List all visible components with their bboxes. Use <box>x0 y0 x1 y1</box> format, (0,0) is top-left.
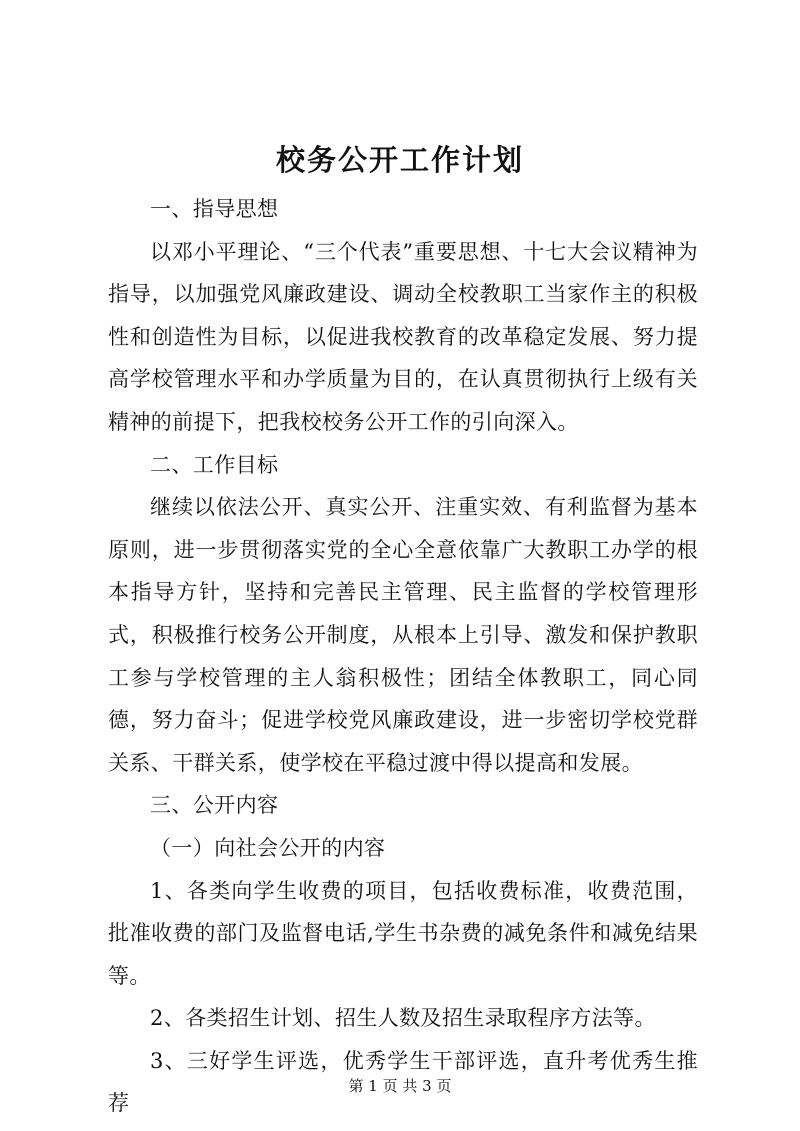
list-item-fees: 1、各类向学生收费的项目，包括收费标准，收费范围，批准收费的部门及监督电话,学生书杂费的减免条件和减免结果等。 <box>108 878 698 988</box>
paragraph-guiding-ideology: 以邓小平理论、“三个代表”重要思想、十七大会议精神为指导，以加强党风廉政建设、调动全校教职工当家作主的积极性和创造性为目标，以促进我校教育的改革稳定发展、努力提高学校管理水平和办学质量为目的，在认真贯彻执行上级有关精神的前提下，把我校校务公开工作的引向深入。 <box>108 239 698 434</box>
paragraph-work-goals: 继续以依法公开、真实公开、注重实效、有利监督为基本原则，进一步贯彻落实党的全心全意依靠广大教职工办学的根本指导方针，坚持和完善民主管理、民主监督的学校管理形式，积极推行校务公开制度，从根本上引导、激发和保护教职工参与学校管理的主人翁积极性；团结全体教职工，同心同德，努力奋斗；促进学校党风廉政建设，进一步密切学校党群关系、干群关系，使学校在平稳过渡中得以提高和发展。 <box>108 495 698 775</box>
section-heading-guiding-ideology: 一、指导思想 <box>150 197 279 221</box>
list-item-enrollment: 2、各类招生计划、招生人数及招生录取程序方法等。 <box>150 1006 656 1031</box>
list-item-student-evaluation: 3、三好学生评选，优秀学生干部评选，直升考优秀生推荐 <box>108 1048 698 1116</box>
page-footer: 第 1 页 共 3 页 <box>348 1077 452 1095</box>
document-title: 校务公开工作计划 <box>275 143 524 177</box>
section-heading-work-goals: 二、工作目标 <box>150 452 279 477</box>
section-heading-public-content: 三、公开内容 <box>150 793 279 818</box>
document-body <box>108 188 698 1125</box>
subsection-heading-public-to-society: （一）向社会公开的内容 <box>150 835 386 860</box>
